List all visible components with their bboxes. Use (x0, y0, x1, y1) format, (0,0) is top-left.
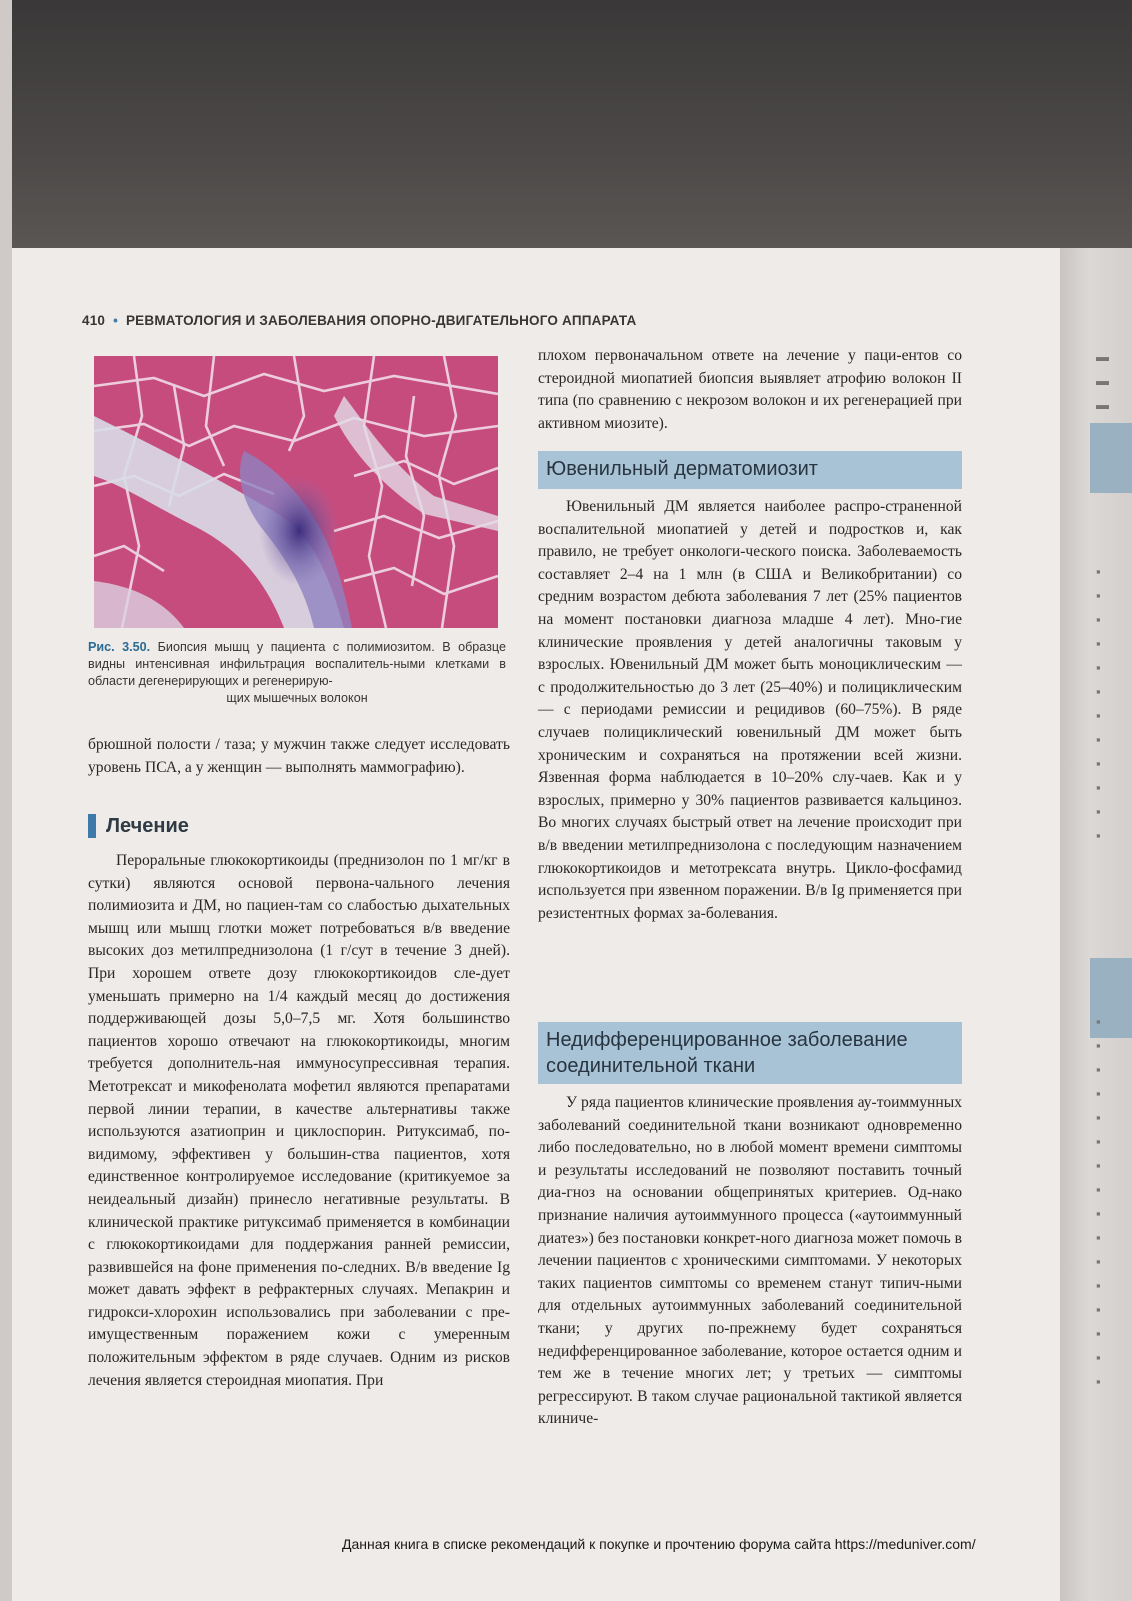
page-number: 410 (82, 313, 106, 328)
right-column-section1 (538, 496, 962, 925)
right-column-intro (538, 345, 962, 435)
scan-left-edge (0, 0, 12, 1601)
heading-line: Недифференцированное заболевание (546, 1029, 908, 1051)
footer-note: Данная книга в списке рекомендаций к покупке и прочтению форума сайта https://meduniver.com/ (342, 1536, 976, 1552)
heading-line: соединительной ткани (546, 1055, 756, 1077)
figure-caption (88, 639, 506, 707)
figure-caption-text: Биопсия мышц у пациента с полимиозитом. В образце видны интенсивная инфильтрация воспалитель-ными клетками в области дегенерирующих и регенерирую- (88, 640, 507, 688)
left-column-body (88, 850, 510, 1392)
paragraph: Ювенильный ДМ является наиболее распро-страненной воспалительной миопатией у детей и подростков и, как правило, не требует онкологи-ческого поиска. Заболеваемость составляет 2–4 на 1 млн (в США и Великобритании) со средним возрастом дебюта заболевания 7 лет (25% пациентов на момент постановки диагноза младше 4 лет). Мно-гие клинические проявления у детей аналогичны таковым у взрослых. Ювенильный ДМ может быть моноциклическим — с продолжительностью до 3 лет (25–40%) и полициклическим — с периодами ремиссии и рецидивов (60–75%). В ряде случаев полициклический ювенильный ДМ может быть хроническим и сохраняться на протяжении всей жизни. Язвенная форма наблюдается в 10–20% слу-чаев. Как и у взрослых, примерно у 30% пациентов развивается кальциноз. Во многих случаях быстрый ответ на лечение происходит при в/в введении метилпреднизолона с последующим назначением глюкокортикоидов и метотрексата внутрь. Цикло-фосфамид используется при язвенном поражении. В/в Ig применяется при резистентных формах за-болевания. (538, 498, 962, 922)
figure-caption-tail: щих мышечных волокон (226, 691, 368, 705)
histology-figure-image (94, 356, 498, 628)
next-page-fragments: ▪ ▪ ▪ ▪ ▪ ▪ ▪ ▪ ▪ ▪ ▪ ▪ ▪ ▪ ▪ ▪ (1096, 1014, 1101, 1389)
heading-accent-bar (88, 814, 96, 838)
heading-text: Ювенильный дерматомиозит (546, 458, 818, 480)
header-bullet: • (113, 313, 119, 328)
paragraph: брюшной полости / таза; у мужчин также следует исследовать уровень ПСА, а у женщин — выполнять маммографию). (88, 736, 510, 776)
paragraph: плохом первоначальном ответе на лечение у паци-ентов со стероидной миопатией биопсия выявляет атрофию волокон II типа (по сравнению с некрозом волокон и их регенерацией при активном миозите). (538, 347, 962, 432)
chapter-title: РЕВМАТОЛОГИЯ И ЗАБОЛЕВАНИЯ ОПОРНО-ДВИГАТЕЛЬНОГО АППАРАТА (125, 313, 637, 328)
next-page-fragments: ▪ ▪ ▪ ▪ ▪ ▪ ▪ ▪ ▪ ▪ ▪ ▪ (1096, 564, 1101, 843)
running-header (82, 313, 636, 328)
section-heading-treatment (88, 814, 189, 838)
heading-text: Лечение (106, 814, 189, 837)
chapter-tab-marker (1090, 423, 1132, 493)
right-column-section2 (538, 1092, 962, 1431)
paragraph: У ряда пациентов клинические проявления ау-тоиммунных заболеваний соединительной ткани возникают одновременно либо последовательно, но в любой момент времени симптомы и результаты исследований не позволяют поставить точный диа-гноз на основании общепринятых критериев. Од-нако признание наличия аутоиммунного процесса («аутоиммунный диатез») без постановки конкрет-ного диагноза может помочь в лечении пациентов с хроническими симптомами. У некоторых таких пациентов симптомы со временем станут типич-ными для отдельных аутоиммунных заболеваний соединительной ткани; у других по-прежнему будет сохраняться недифференцированное заболевание, которое остается одним и тем же в течение многих лет; у третьих — симптомы регрессируют. В таком случае рациональной тактикой является клиниче- (538, 1094, 962, 1428)
scan-dark-background (0, 0, 1132, 248)
left-column-intro (88, 734, 510, 779)
next-page-edge (1060, 248, 1132, 1601)
paragraph: Пероральные глюкокортикоиды (преднизолон по 1 мг/кг в сутки) являются основой первона-чального лечения полимиозита и ДМ, но пациен-там со слабостью дыхательных мышц или мышц глотки может потребоваться в/в введение высоких доз метилпреднизолона (1 г/сут в течение 3 дней). При хорошем ответе дозу глюкокортикоидов сле-дует уменьшать примерно на 1/4 каждый месяц до достижения поддерживающей дозы 5,0–7,5 мг. Хотя большинство пациентов хорошо отвечают на глюкокортикоиды, многим требуется дополнитель-ная иммуносупрессивная терапия. Метотрексат и микофенолата мофетил являются препаратами первой линии терапии, в качестве альтернативы также используются азатиоприн и циклоспорин. Ритуксимаб, по-видимому, эффективен у большин-ства пациентов, хотя единственное контролируемое исследование (критикуемое за неидеальный дизайн) принесло негативные результаты. В клинической практике ритуксимаб применяется в комбинации с глюкокортикоидами для поддержания ранней ремиссии, развившейся на фоне применения по-следних. В/в введение Ig может давать эффект в рефрактерных случаях. Мепакрин и гидрокси-хлорохин использовались при заболевании с пре-имущественным поражением кожи с умеренным положительным эффектом в ряде случаев. Одним из рисков лечения является стероидная миопатия. При (88, 852, 510, 1389)
section-heading-undifferentiated-ctd (538, 1022, 962, 1084)
next-page-fragments: ▬ ▬ ▬ (1096, 349, 1109, 412)
figure-label: Рис. 3.50. (88, 640, 151, 654)
section-heading-juvenile-dm (538, 451, 962, 489)
